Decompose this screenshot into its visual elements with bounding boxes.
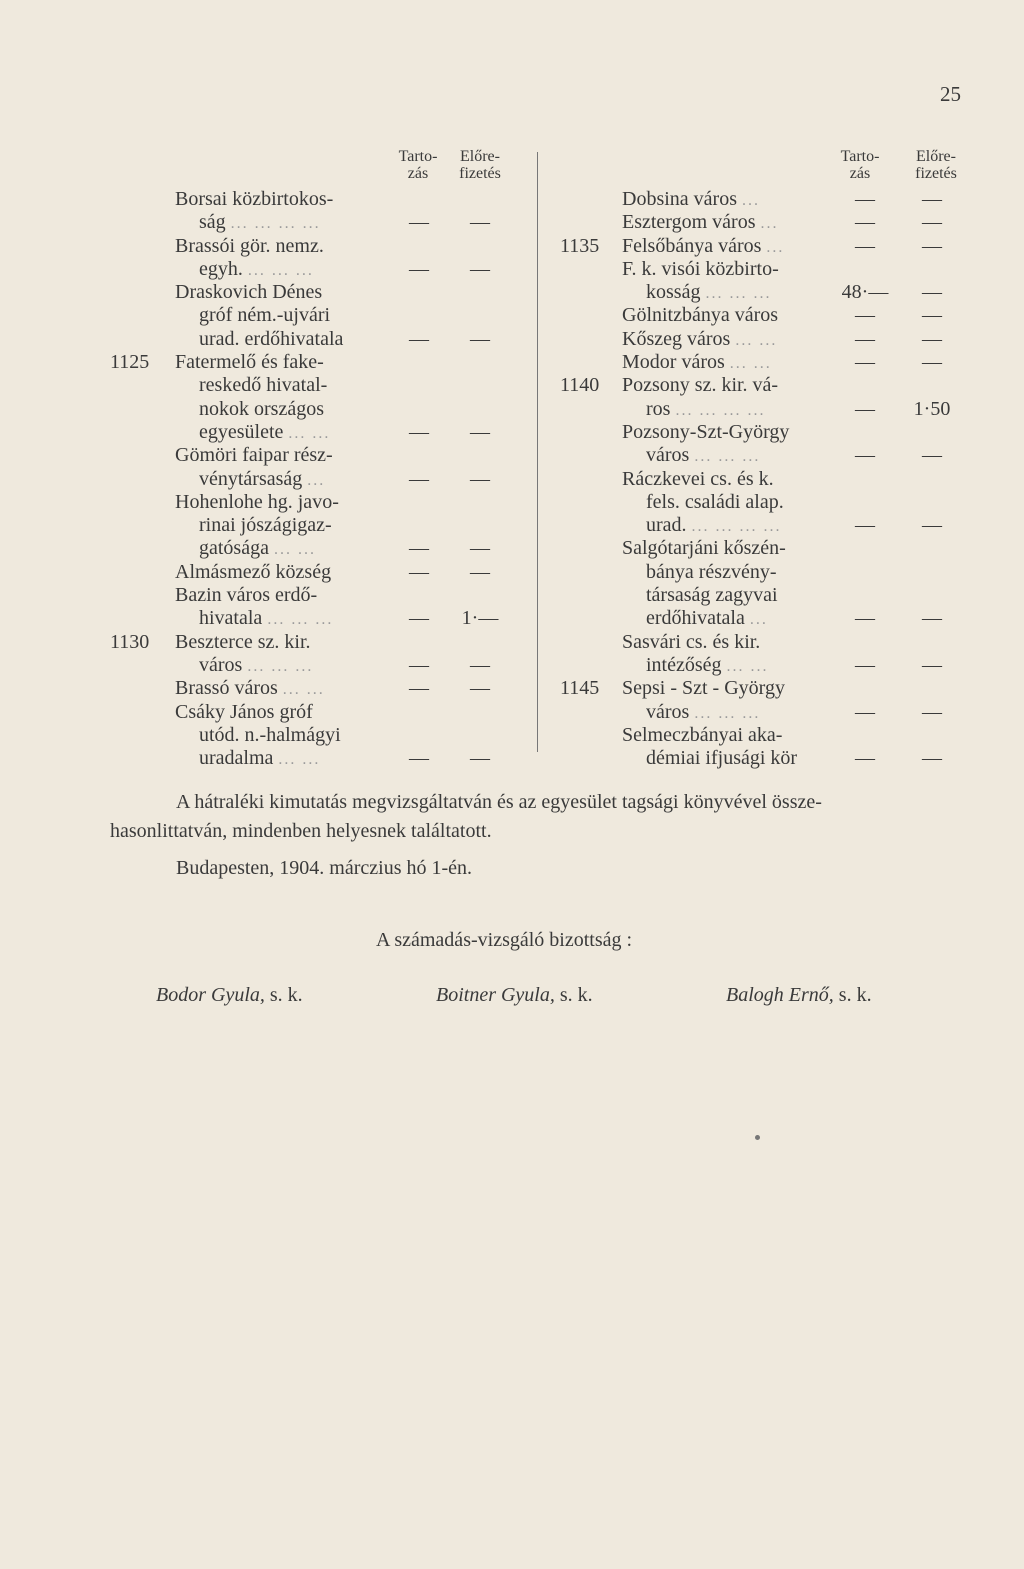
elofizetes-value: — — [470, 560, 490, 583]
entry-name — [199, 304, 330, 328]
elofizetes-value: — — [922, 188, 942, 210]
elofizetes-value: — — [922, 211, 942, 234]
left-rows — [110, 188, 510, 770]
entry-text: nokok országos — [199, 397, 324, 420]
tartozas-value: — — [855, 397, 875, 420]
entry-name — [199, 398, 324, 422]
entry-text: Ráczkevei cs. és k. — [622, 467, 774, 490]
entry-name — [646, 398, 765, 422]
entry-name — [646, 747, 797, 771]
tartozas-value: — — [855, 304, 875, 327]
entry-name — [175, 281, 322, 305]
leader-dots: ... — [760, 215, 779, 233]
leader-dots: ... ... ... ... — [230, 215, 321, 233]
table-row — [110, 374, 510, 397]
right-column-header — [560, 148, 980, 188]
right-rows — [560, 188, 980, 770]
tartozas-value: — — [855, 607, 875, 630]
entry-name — [622, 258, 779, 282]
entry-number: 1130 — [110, 630, 150, 653]
tartozas-value: — — [409, 467, 429, 490]
entry-text: intézőség — [646, 653, 722, 676]
leader-dots: ... ... ... — [247, 657, 314, 675]
tartozas-value: — — [409, 257, 429, 280]
entry-text: ros — [646, 397, 671, 420]
entry-number: 1125 — [110, 351, 150, 374]
entry-name — [622, 537, 786, 561]
tartozas-value: — — [855, 211, 875, 234]
elofizetes-value: — — [470, 677, 490, 700]
elofizetes-value: — — [922, 700, 942, 723]
entry-text: egyesülete — [199, 420, 284, 443]
entry-name — [622, 421, 789, 445]
table-row — [110, 235, 510, 258]
table-row — [560, 584, 980, 607]
leader-dots: ... ... ... — [694, 704, 761, 722]
table-row — [560, 188, 980, 211]
entry-text: Kőszeg város — [622, 327, 731, 350]
table-row — [110, 398, 510, 421]
entry-name — [622, 468, 774, 492]
tartozas-value: 48·— — [841, 281, 889, 304]
table-row — [110, 211, 510, 234]
elofizetes-value: — — [470, 211, 490, 234]
entry-name — [175, 491, 339, 515]
entry-name — [622, 304, 778, 328]
left-header-tartozas: Tarto- zás — [398, 148, 438, 182]
tartozas-value: — — [409, 537, 429, 560]
table-row — [560, 235, 980, 258]
signature-suffix: s. k. — [559, 984, 593, 1006]
table-row — [110, 444, 510, 467]
entry-name — [175, 584, 317, 608]
entry-name — [646, 561, 777, 585]
entry-text: Bazin város erdő- — [175, 584, 318, 607]
elofizetes-value: — — [922, 351, 942, 374]
entry-name — [199, 328, 343, 352]
signature-suffix: s. k. — [838, 984, 872, 1006]
table-row — [110, 537, 510, 560]
entry-name — [199, 537, 316, 561]
entry-text: Esztergom város — [622, 211, 756, 234]
tartozas-value: — — [409, 211, 429, 234]
paragraph-line-2: hasonlittatván, mindenben helyesnek találtatott. — [110, 820, 492, 842]
entry-text: Pozsony sz. kir. vá- — [622, 374, 779, 397]
tartozas-value: — — [855, 351, 875, 374]
leader-dots: ... — [307, 471, 326, 489]
leader-dots: ... ... ... — [267, 611, 334, 629]
elofizetes-value: — — [922, 234, 942, 257]
tartozas-value: — — [409, 420, 429, 443]
entry-text: Borsai közbirtokos- — [175, 188, 334, 210]
leader-dots: ... ... — [282, 681, 325, 699]
entry-name — [175, 561, 331, 585]
entry-text: Gömöri faipar rész- — [175, 444, 333, 467]
leader-dots: ... — [741, 192, 760, 209]
entry-name — [646, 584, 778, 608]
table-row — [560, 537, 980, 560]
entry-text: Dobsina város — [622, 188, 737, 210]
entry-name — [646, 491, 784, 515]
table-row — [560, 561, 980, 584]
entry-text: társaság zagyvai — [646, 584, 778, 607]
entry-name — [175, 677, 325, 701]
entry-text: Draskovich Dénes — [175, 281, 323, 304]
leader-dots: ... ... ... ... — [675, 401, 766, 419]
tartozas-value: — — [409, 747, 429, 770]
elofizetes-value: — — [922, 514, 942, 537]
table-row — [560, 607, 980, 630]
entry-name — [175, 631, 311, 655]
right-header-tartozas: Tarto- zás — [840, 148, 880, 182]
entry-text: hivatala — [199, 607, 263, 630]
elofizetes-value: — — [470, 747, 490, 770]
entry-number: 1145 — [560, 677, 600, 700]
entry-name — [646, 444, 760, 468]
table-row — [560, 677, 980, 700]
table-row — [560, 491, 980, 514]
entry-name — [622, 351, 772, 375]
leader-dots: ... ... ... — [694, 448, 761, 466]
column-divider — [537, 152, 538, 752]
leader-dots: ... ... ... — [247, 261, 314, 279]
table-row — [560, 654, 980, 677]
tartozas-value: — — [855, 653, 875, 676]
tartozas-value: — — [409, 327, 429, 350]
entry-name — [199, 374, 327, 398]
elofizetes-value: 1·— — [461, 607, 499, 630]
leader-dots: ... ... — [273, 541, 316, 559]
elofizetes-value: 1·50 — [913, 397, 951, 420]
table-row — [110, 677, 510, 700]
entry-text: bánya részvény- — [646, 560, 777, 583]
entry-name — [646, 281, 771, 305]
entry-name — [199, 468, 325, 492]
right-header-elofizetes: Előre- fizetés — [915, 148, 957, 182]
table-row — [560, 421, 980, 444]
elofizetes-value: — — [470, 257, 490, 280]
tartozas-value: — — [409, 677, 429, 700]
entry-text: Beszterce sz. kir. — [175, 630, 311, 653]
table-row — [560, 351, 980, 374]
left-header-elofizetes: Előre- fizetés — [459, 148, 501, 182]
ink-spot — [755, 1135, 760, 1140]
entry-text: Brassói gör. nemz. — [175, 234, 324, 257]
entry-name — [175, 351, 324, 375]
table-row — [560, 211, 980, 234]
elofizetes-value: — — [922, 747, 942, 770]
table-row — [560, 258, 980, 281]
entry-text: Sepsi - Szt - György — [622, 677, 785, 700]
entry-text: Sasvári cs. és kir. — [622, 630, 761, 653]
entry-text: Selmeczbányai aka- — [622, 723, 783, 746]
signature-2 — [436, 984, 593, 1007]
entry-text: reskedő hivatal- — [199, 374, 328, 397]
tartozas-value: — — [855, 234, 875, 257]
committee-title: A számadás-vizsgáló bizottság : — [376, 929, 633, 951]
table-row — [110, 724, 510, 747]
signature-3 — [726, 984, 872, 1007]
table-row — [110, 654, 510, 677]
table-row — [110, 701, 510, 724]
elofizetes-value: — — [470, 467, 490, 490]
table-row — [110, 351, 510, 374]
table-row — [560, 514, 980, 537]
entry-name — [199, 747, 320, 771]
entry-text: város — [646, 444, 690, 467]
entry-text: Csáky János gróf — [175, 700, 313, 723]
entry-text: gróf ném.-ujvári — [199, 304, 331, 327]
entry-name — [622, 235, 784, 259]
signature-name: Balogh Ernő, — [726, 984, 834, 1006]
entry-name — [175, 444, 333, 468]
entry-text: gatósága — [199, 537, 269, 560]
leader-dots: ... ... — [729, 355, 772, 373]
entry-name — [622, 374, 778, 398]
table-row — [110, 304, 510, 327]
elofizetes-value: — — [922, 304, 942, 327]
elofizetes-value: — — [922, 653, 942, 676]
entry-name — [175, 701, 313, 725]
tartozas-value: — — [409, 560, 429, 583]
table-row — [560, 398, 980, 421]
elofizetes-value: — — [922, 327, 942, 350]
entry-text: kosság — [646, 281, 701, 304]
signature-1 — [156, 984, 303, 1007]
entry-name — [199, 654, 313, 678]
entry-text: Fatermelő és fake- — [175, 351, 324, 374]
entry-name — [175, 235, 324, 259]
signature-suffix: s. k. — [269, 984, 303, 1006]
table-row — [560, 304, 980, 327]
entry-text: F. k. visói közbirto- — [622, 257, 779, 280]
signature-name: Bodor Gyula, — [156, 984, 265, 1006]
leader-dots: ... ... ... — [705, 285, 772, 303]
elofizetes-value: — — [470, 653, 490, 676]
table-row — [110, 491, 510, 514]
elofizetes-value: — — [922, 281, 942, 304]
table-row — [110, 328, 510, 351]
entry-name — [622, 211, 779, 235]
right-column — [560, 148, 980, 770]
entry-text: utód. n.-halmágyi — [199, 723, 341, 746]
entry-text: város — [199, 653, 243, 676]
table-row — [560, 631, 980, 654]
table-row — [560, 328, 980, 351]
elofizetes-value: — — [922, 607, 942, 630]
elofizetes-value: — — [470, 420, 490, 443]
leader-dots: ... — [766, 238, 785, 256]
entry-text: Pozsony-Szt-György — [622, 420, 790, 443]
entry-text: vénytársaság — [199, 467, 303, 490]
tartozas-value: — — [855, 747, 875, 770]
entry-text: Brassó város — [175, 677, 278, 700]
table-row — [110, 421, 510, 444]
entry-name — [646, 654, 769, 678]
leader-dots: ... ... — [288, 424, 331, 442]
table-row — [560, 724, 980, 747]
tartozas-value: — — [855, 188, 875, 210]
entry-text: város — [646, 700, 690, 723]
entry-name — [622, 631, 760, 655]
table-row — [110, 631, 510, 654]
date-line: Budapesten, 1904. márczius hó 1-én. — [176, 857, 473, 879]
left-column — [110, 148, 510, 770]
tartozas-value: — — [409, 653, 429, 676]
table-row — [110, 188, 510, 211]
entry-text: erdőhivatala — [646, 607, 745, 630]
table-row — [110, 258, 510, 281]
table-row — [110, 468, 510, 491]
table-row — [110, 561, 510, 584]
table-row — [110, 281, 510, 304]
table-row — [560, 701, 980, 724]
table-row — [110, 747, 510, 770]
leader-dots: ... ... ... ... — [691, 518, 782, 536]
tartozas-value: — — [855, 444, 875, 467]
entry-text: Salgótarjáni kőszén- — [622, 537, 786, 560]
table-row — [560, 374, 980, 397]
tartozas-value: — — [855, 700, 875, 723]
elofizetes-value: — — [470, 327, 490, 350]
entry-text: Modor város — [622, 351, 725, 374]
table-row — [560, 747, 980, 770]
entry-text: Gölnitzbánya város — [622, 304, 779, 327]
entry-text: ság — [199, 211, 226, 234]
entry-text: urad. erdőhivatala — [199, 327, 344, 350]
entry-name — [646, 514, 782, 538]
table-row — [110, 607, 510, 630]
leader-dots: ... — [749, 611, 768, 629]
entry-name — [199, 607, 333, 631]
signature-name: Boitner Gyula, — [436, 984, 555, 1006]
entry-text: urad. — [646, 514, 687, 537]
entry-text: rinai jószágigaz- — [199, 514, 332, 537]
entry-text: Almásmező község — [175, 560, 332, 583]
table-row — [560, 468, 980, 491]
entry-text: egyh. — [199, 257, 243, 280]
entry-text: uradalma — [199, 747, 274, 770]
entry-text: Hohenlohe hg. javo- — [175, 490, 339, 513]
entry-text: Felsőbánya város — [622, 234, 762, 257]
tartozas-value: — — [409, 607, 429, 630]
tartozas-value: — — [855, 514, 875, 537]
entry-name — [175, 188, 333, 212]
paragraph-line-1: A hátraléki kimutatás megvizsgáltatván és az egyesület tagsági könyvével össze- — [176, 791, 822, 813]
table-row — [560, 444, 980, 467]
entry-name — [622, 677, 785, 701]
entry-name — [646, 607, 768, 631]
elofizetes-value: — — [922, 444, 942, 467]
left-column-header — [110, 148, 510, 188]
entry-name — [646, 701, 760, 725]
leader-dots: ... ... — [278, 751, 321, 769]
leader-dots: ... ... — [726, 657, 769, 675]
table-row — [110, 514, 510, 537]
entry-number: 1140 — [560, 374, 600, 397]
entry-number: 1135 — [560, 234, 600, 257]
leader-dots: ... ... — [735, 331, 778, 349]
entry-name — [199, 514, 332, 538]
entry-name — [199, 258, 314, 282]
entry-name — [199, 211, 321, 235]
entry-name — [199, 724, 341, 748]
entry-text: démiai ifjusági kör — [646, 747, 798, 770]
entry-name — [622, 724, 782, 748]
tartozas-value: — — [855, 327, 875, 350]
table-row — [560, 281, 980, 304]
elofizetes-value: — — [470, 537, 490, 560]
table-row — [110, 584, 510, 607]
entry-text: fels. családi alap. — [646, 490, 784, 513]
entry-name — [622, 188, 760, 212]
page-number: 25 — [940, 82, 961, 106]
entry-name — [199, 421, 330, 445]
entry-name — [622, 328, 777, 352]
